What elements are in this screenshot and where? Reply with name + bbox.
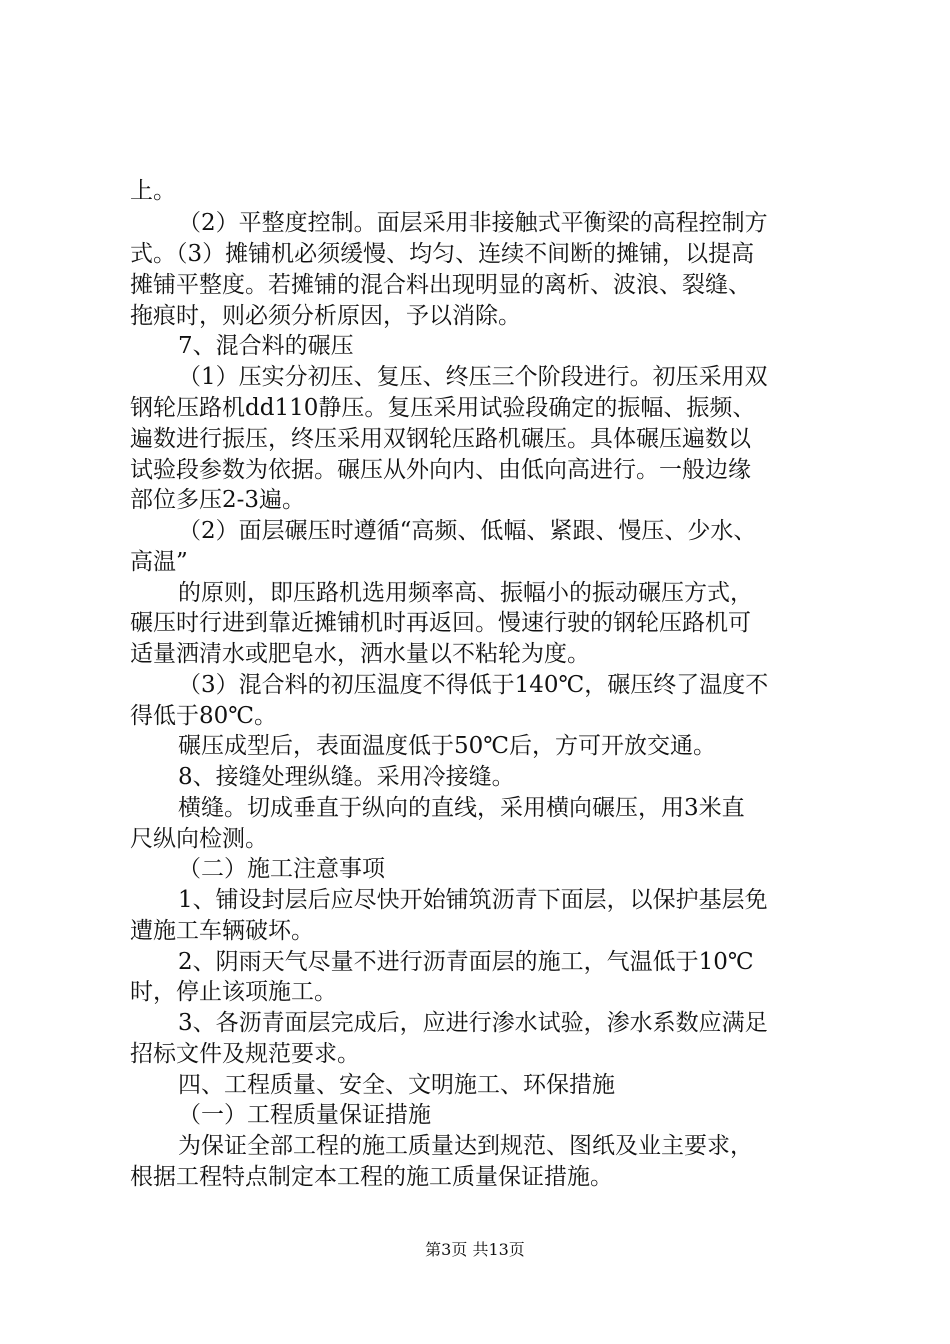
text-line: （2）平整度控制。面层采用非接触式平衡梁的高程控制方 [178,210,768,236]
page-footer: 第3页 共13页 [425,1240,525,1259]
text-line: 1、铺设封层后应尽快开始铺筑沥青下面层，以保护基层免 [178,887,768,913]
section-heading: （二）施工注意事项 [178,856,385,882]
text-line: 高温” [130,549,188,575]
text-line: 招标文件及规范要求。 [130,1041,360,1067]
text-line: 碾压时行进到靠近摊铺机时再返回。慢速行驶的钢轮压路机可 [130,610,751,636]
text-line: 根据工程特点制定本工程的施工质量保证措施。 [130,1164,613,1190]
text-line: 遭施工车辆破坏。 [130,918,314,944]
text-line: （3）混合料的初压温度不得低于140℃，碾压终了温度不 [178,672,769,698]
text-line: 横缝。切成垂直于纵向的直线，采用横向碾压，用3米直 [178,795,745,821]
text-line: 部位多压2-3遍。 [130,487,306,513]
text-line: 2、阴雨天气尽量不进行沥青面层的施工，气温低于10℃ [178,949,754,975]
text-line: 上。 [130,178,176,204]
text-line: 试验段参数为依据。碾压从外向内、由低向高进行。一般边缘 [130,457,751,483]
text-line: （1）压实分初压、复压、终压三个阶段进行。初压采用双 [178,364,768,390]
text-line: 钢轮压路机dd110静压。复压采用试验段确定的振幅、振频、 [130,395,756,421]
text-line: 尺纵向检测。 [130,826,268,852]
text-line: 适量洒清水或肥皂水，洒水量以不粘轮为度。 [130,641,590,667]
section-heading: （一）工程质量保证措施 [178,1102,431,1128]
text-line: 的原则，即压路机选用频率高、振幅小的振动碾压方式， [178,580,753,606]
text-line: 时，停止该项施工。 [130,979,337,1005]
text-line: 拖痕时，则必须分析原因，予以消除。 [130,303,521,329]
text-line: 碾压成型后，表面温度低于50℃后，方可开放交通。 [178,733,716,759]
section-heading: 四、工程质量、安全、文明施工、环保措施 [178,1072,615,1098]
text-line: 摊铺平整度。若摊铺的混合料出现明显的离析、波浪、裂缝、 [130,272,751,298]
section-heading: 8、接缝处理纵缝。采用冷接缝。 [178,764,515,790]
text-line: 为保证全部工程的施工质量达到规范、图纸及业主要求， [178,1133,753,1159]
text-line: 3、各沥青面层完成后，应进行渗水试验，渗水系数应满足 [178,1010,768,1036]
text-line: （2）面层碾压时遵循“高频、低幅、紧跟、慢压、少水、 [178,518,757,544]
text-line: 式。（3）摊铺机必须缓慢、均匀、连续不间断的摊铺，以提高 [130,241,755,267]
text-line: 得低于80℃。 [130,703,277,729]
text-line: 遍数进行振压，终压采用双钢轮压路机碾压。具体碾压遍数以 [130,426,751,452]
section-heading: 7、混合料的碾压 [178,333,354,359]
